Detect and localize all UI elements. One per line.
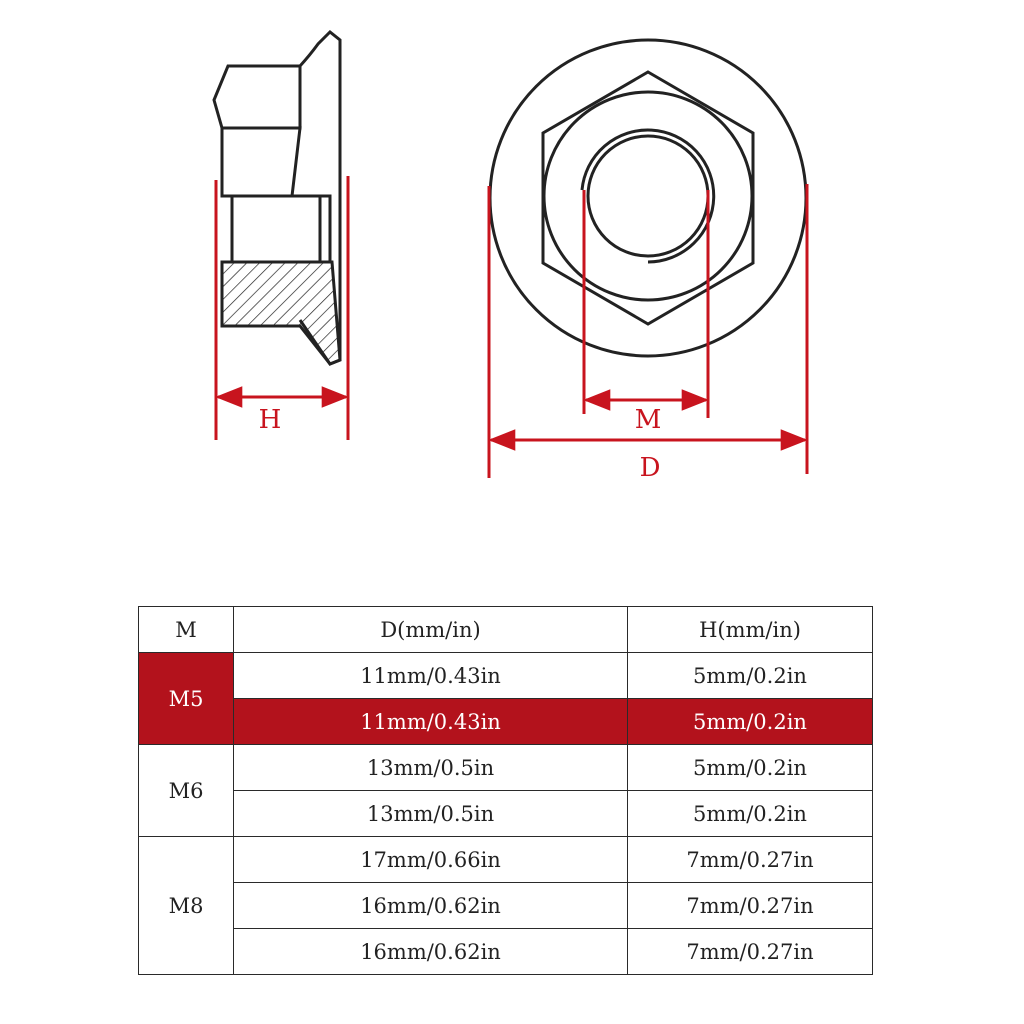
d-cell: 13mm/0.5in — [234, 791, 628, 837]
m-label: M — [634, 405, 662, 435]
front-view-thread-spiral — [582, 130, 714, 262]
front-view-washer-circle — [544, 92, 752, 300]
table-row — [139, 745, 873, 791]
header-h: H(mm/in) — [628, 607, 873, 653]
side-view-hex-bottom — [222, 128, 300, 196]
header-d: D(mm/in) — [234, 607, 628, 653]
h-cell: 7mm/0.27in — [628, 883, 873, 929]
size-cell-m8: M8 — [139, 837, 234, 975]
table-row — [139, 837, 873, 883]
header-m: M — [139, 607, 234, 653]
table-row — [139, 929, 873, 975]
front-view — [490, 40, 806, 356]
front-view-flange-circle — [490, 40, 806, 356]
d-cell: 11mm/0.43in — [234, 653, 628, 699]
h-cell: 5mm/0.2in — [628, 653, 873, 699]
front-view-bore-circle — [588, 136, 708, 256]
table-row-highlighted — [139, 699, 873, 745]
h-cell: 5mm/0.2in — [628, 745, 873, 791]
h-cell: 7mm/0.27in — [628, 837, 873, 883]
h-cell: 7mm/0.27in — [628, 929, 873, 975]
d-cell: 13mm/0.5in — [234, 745, 628, 791]
table-row — [139, 653, 873, 699]
size-cell-m6: M6 — [139, 745, 234, 837]
d-cell: 16mm/0.62in — [234, 883, 628, 929]
side-view-hex-top — [214, 66, 300, 128]
h-cell: 5mm/0.2in — [628, 699, 873, 745]
d-cell: 17mm/0.66in — [234, 837, 628, 883]
table-header-row — [139, 607, 873, 653]
d-cell: 11mm/0.43in — [234, 699, 628, 745]
side-view-thread-bore — [222, 196, 330, 262]
dimension-table — [138, 606, 873, 975]
h-cell: 5mm/0.2in — [628, 791, 873, 837]
table-row — [139, 791, 873, 837]
h-label: H — [258, 405, 282, 435]
side-view — [214, 32, 340, 364]
size-cell-m5: M5 — [139, 653, 234, 745]
d-label: D — [639, 453, 661, 483]
front-view-hex — [543, 72, 753, 324]
side-view-hatched-section — [222, 262, 340, 364]
table-row — [139, 883, 873, 929]
d-cell: 16mm/0.62in — [234, 929, 628, 975]
